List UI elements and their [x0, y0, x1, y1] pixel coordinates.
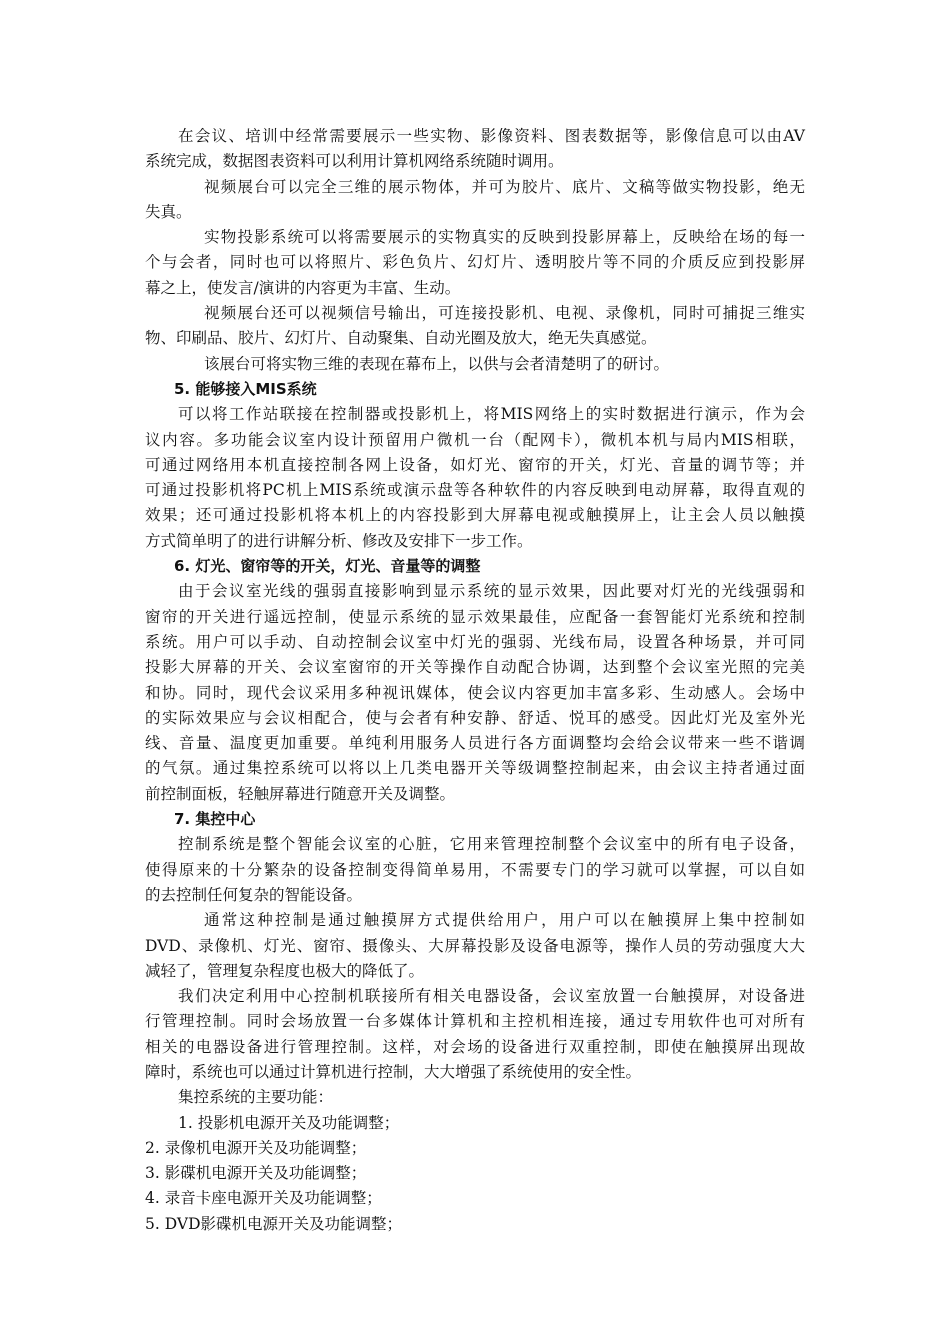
text-line: 幕之上，使发言/演讲的内容更为丰富、生动。: [145, 278, 461, 297]
text-line: 使得原来的十分繁杂的设备控制变得简单易用，不需要专门的学习就可以掌握，可以自如: [145, 860, 805, 879]
paragraph: [145, 908, 805, 984]
text-line: 议内容。多功能会议室内设计预留用户微机一台（配网卡），微机本机与局内MIS相联，: [145, 430, 805, 449]
text-line: 个与会者，同时也可以将照片、彩色负片、幻灯片、透明胶片等不同的介质反应到投影屏: [145, 253, 805, 272]
section-heading: [145, 554, 805, 579]
text-line: 我们决定利用中心控制机联接所有相关电器设备，会议室放置一台触摸屏，对设备进: [178, 987, 805, 1006]
paragraph: [145, 579, 805, 807]
text-line: 窗帘的开关进行遥远控制，使显示系统的显示效果最佳，应配备一套智能灯光系统和控制: [145, 607, 805, 626]
text-line: 1. 投影机电源开关及功能调整；: [178, 1113, 400, 1132]
paragraph: [145, 301, 805, 352]
text-line: 系统。用户可以手动、自动控制会议室中灯光的强弱、光线布局，设置各种场景，并可同: [145, 632, 805, 651]
text-line: 该展台可将实物三维的表现在幕布上，以供与会者清楚明了的研讨。: [204, 354, 670, 373]
heading-text: 7. 集控中心: [174, 810, 256, 829]
text-line: 可通过投影机将PC机上MIS系统或演示盘等各种软件的内容反映到电动屏幕，取得直观的: [145, 481, 805, 500]
text-line: 控制系统是整个智能会议室的心脏，它用来管理控制整个会议室中的所有电子设备，: [178, 835, 805, 854]
text-line: 的去控制任何复杂的智能设备。: [145, 885, 363, 904]
section-heading: [145, 807, 805, 832]
text-line: 物、印刷品、胶片、幻灯片、自动聚集、自动光圈及放大，绝无失真感觉。: [145, 329, 657, 348]
text-line: 和协。同时，现代会议采用多种视讯媒体，使会议内容更加丰富多彩、生动感人。会场中: [145, 683, 805, 702]
text-line: 视频展台可以完全三维的展示物体，并可为胶片、底片、文稿等做实物投影，绝无: [204, 177, 805, 196]
text-line: 线、音量、温度更加重要。单纯利用服务人员进行各方面调整均会给会议带来一些不谐调: [145, 734, 805, 753]
text-line: 可通过网络用本机直接控制各网上设备，如灯光、窗帘的开关，灯光、音量的调节等；并: [145, 455, 805, 474]
paragraph: [145, 984, 805, 1085]
text-line: 系统完成，数据图表资料可以利用计算机网络系统随时调用。: [145, 152, 564, 171]
text-line: 可以将工作站联接在控制器或投影机上，将MIS网络上的实时数据进行演示，作为会: [178, 405, 805, 424]
text-line: 相关的电器设备进行管理控制。这样，对会场的设备进行双重控制，即使在触摸屏出现故: [145, 1037, 805, 1056]
paragraph: [145, 124, 805, 175]
text-line: 的实际效果应与会议相配合，使与会者有种安静、舒适、悦耳的感受。因此灯光及室外光: [145, 708, 805, 727]
paragraph: [145, 402, 805, 554]
text-line: 减轻了，管理复杂程度也极大的降低了。: [145, 961, 425, 980]
paragraph: [145, 1111, 805, 1237]
text-line: 前控制面板，轻触屏幕进行随意开关及调整。: [145, 784, 456, 803]
text-line: 通常这种控制是通过触摸屏方式提供给用户，用户可以在触摸屏上集中控制如: [204, 911, 805, 930]
text-line: 4. 录音卡座电源开关及功能调整；: [145, 1189, 382, 1208]
text-line: 障时，系统也可以通过计算机进行控制，大大增强了系统使用的安全性。: [145, 1062, 642, 1081]
text-line: 视频展台还可以视频信号输出，可连接投影机、电视、录像机，同时可捕捉三维实: [204, 304, 805, 323]
paragraph: [145, 832, 805, 908]
text-line: 在会议、培训中经常需要展示一些实物、影像资料、图表数据等，影像信息可以由AV: [178, 127, 805, 145]
text-line: 失真。: [145, 202, 192, 221]
document-body: [145, 124, 805, 1237]
text-line: 的气氛。通过集控系统可以将以上几类电器开关等级调整控制起来，由会议主持者通过面: [145, 759, 805, 778]
text-line: 3. 影碟机电源开关及功能调整；: [145, 1164, 367, 1183]
text-line: 方式简单明了的进行讲解分析、修改及安排下一步工作。: [145, 531, 533, 550]
text-line: 集控系统的主要功能：: [178, 1088, 334, 1107]
paragraph: [145, 225, 805, 301]
text-line: 5. DVD影碟机电源开关及功能调整；: [145, 1214, 402, 1233]
section-heading: [145, 377, 805, 402]
text-line: 2. 录像机电源开关及功能调整；: [145, 1138, 367, 1157]
text-line: 实物投影系统可以将需要展示的实物真实的反映到投影屏幕上，反映给在场的每一: [204, 228, 805, 247]
paragraph: [145, 352, 805, 377]
text-line: 行管理控制。同时会场放置一台多媒体计算机和主控机相连接，通过专用软件也可对所有: [145, 1012, 805, 1031]
paragraph: [145, 1085, 805, 1110]
heading-text: 6. 灯光、窗帘等的开关，灯光、音量等的调整: [174, 557, 481, 576]
text-line: 效果；还可通过投影机将本机上的内容投影到大屏幕电视或触摸屏上，让主会人员以触摸: [145, 506, 805, 525]
heading-text: 5. 能够接入MIS系统: [174, 379, 317, 398]
text-line: 投影大屏幕的开关、会议室窗帘的开关等操作自动配合协调，达到整个会议室光照的完美: [145, 658, 805, 677]
text-line: DVD、录像机、灯光、窗帘、摄像头、大屏幕投影及设备电源等，操作人员的劳动强度大大: [145, 936, 805, 955]
text-line: 由于会议室光线的强弱直接影响到显示系统的显示效果，因此要对灯光的光线强弱和: [178, 582, 805, 601]
paragraph: [145, 175, 805, 226]
